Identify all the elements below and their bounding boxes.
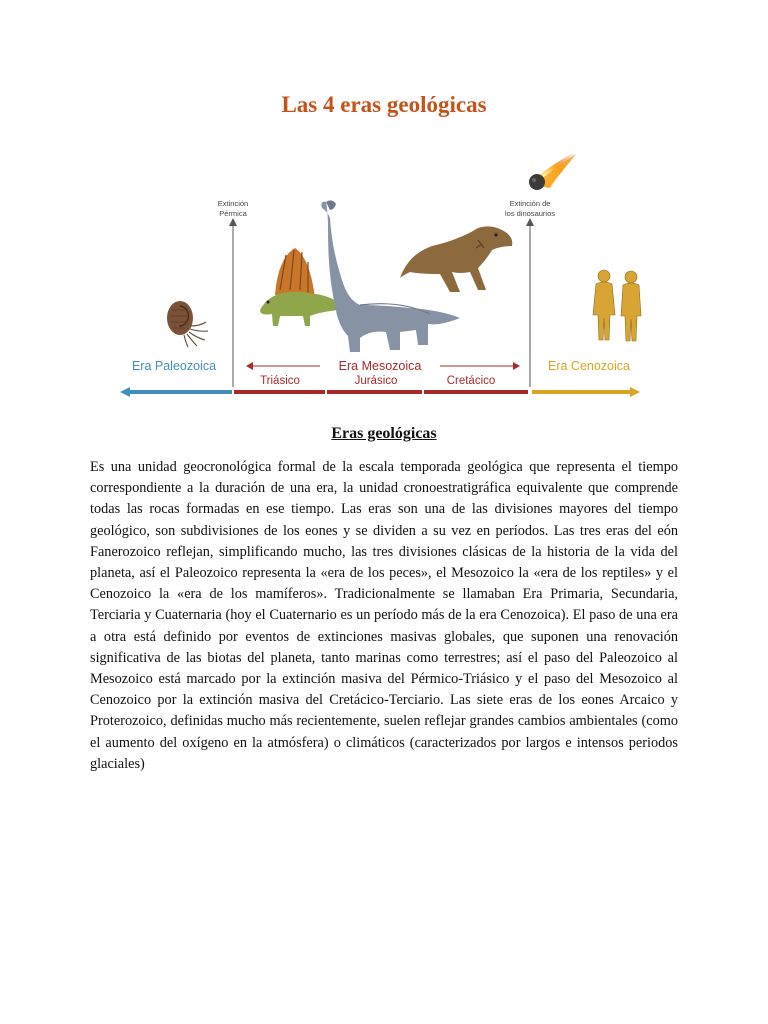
period-triassic-label: Triásico — [260, 375, 300, 387]
extinction-dinosaurs-label-2: los dinosaurios — [504, 209, 556, 218]
meteor-icon — [529, 148, 582, 190]
geologic-eras-illustration — [110, 140, 650, 410]
humans-icon — [593, 270, 641, 341]
section-heading: Eras geológicas — [331, 425, 437, 442]
era-paleozoic-label: Era Paleozoica — [131, 359, 217, 373]
timeline-paleozoic-segment — [130, 390, 232, 394]
timeline-triassic-segment — [234, 390, 325, 394]
period-cretaceous-label: Cretácico — [446, 375, 496, 387]
era-mesozoic-label: Era Mesozoica — [338, 359, 422, 373]
eras-timeline-svg — [110, 140, 650, 410]
sauropod-icon — [322, 200, 461, 352]
extinction-dinosaurs-arrowhead — [526, 218, 534, 226]
timeline-cretaceous-segment — [424, 390, 528, 394]
paleozoic-arrowhead — [120, 387, 130, 397]
mesozoic-span-left-arrowhead — [246, 362, 253, 370]
body-paragraph: Es una unidad geocronológica formal de la escala temporada geológica que representa el tiempo correspondiente a la duración de una era, la unidad cronoestratigráfica equivalente que comprende todas las rocas formadas en ese tiempo. Las eras son una de las divisiones mayores del tiempo geológico, son subdivisiones de los eones y se dividen a su vez en períodos. Las tres eras del eón Fanerozoico reflejan, simplificando mucho, las tres divisiones clásicas de la historia de la vida del planeta, así el Paleozoico representa la «era de los peces», el Mesozoico la «era de los reptiles» y el Cenozoico la «era de los mamíferos». Tradicionalmente se llamaban Era Primaria, Secundaria, Terciaria y Cuaternaria (hoy el Cuaternario es un período más de la era Cenozoica). El paso de una era a otra está definido por eventos de extinciones masivas globales, que suponen una renovación significativa de las biotas del planeta, tanto marinas como terrestres; así el paso del Paleozoico al Mesozoico está marcado por la extinción masiva del Pérmico-Triásico y el paso del Mesozoico al Cenozoico por la extinción masiva del Cretácico-Terciario. Las siete eras de los eones Arcaico y Proterozoico, definidas mucho más recientemente, suelen reflejar grandes cambios ambientales (como el aumento del oxígeno en la atmósfera) o climáticos (caracterizados por largos e intensos periodos glaciales) — [90, 459, 678, 772]
cenozoic-arrowhead — [630, 387, 640, 397]
tyrannosaurus-icon — [400, 226, 512, 292]
extinction-permian-label-2: Pérmica — [219, 209, 247, 218]
ammonite-icon — [167, 301, 208, 347]
extinction-permian-label-1: Extinción — [217, 199, 249, 208]
page-title: Las 4 eras geológicas — [281, 92, 487, 117]
extinction-permian-arrowhead — [229, 218, 237, 226]
era-cenozoic-label: Era Cenozoica — [548, 359, 630, 373]
timeline-cenozoic-segment — [532, 390, 632, 394]
extinction-dinosaurs-label-1: Extinción de — [509, 199, 551, 208]
period-jurassic-label: Jurásico — [354, 375, 398, 387]
mesozoic-span-right-arrowhead — [513, 362, 520, 370]
timeline-jurassic-segment — [327, 390, 422, 394]
